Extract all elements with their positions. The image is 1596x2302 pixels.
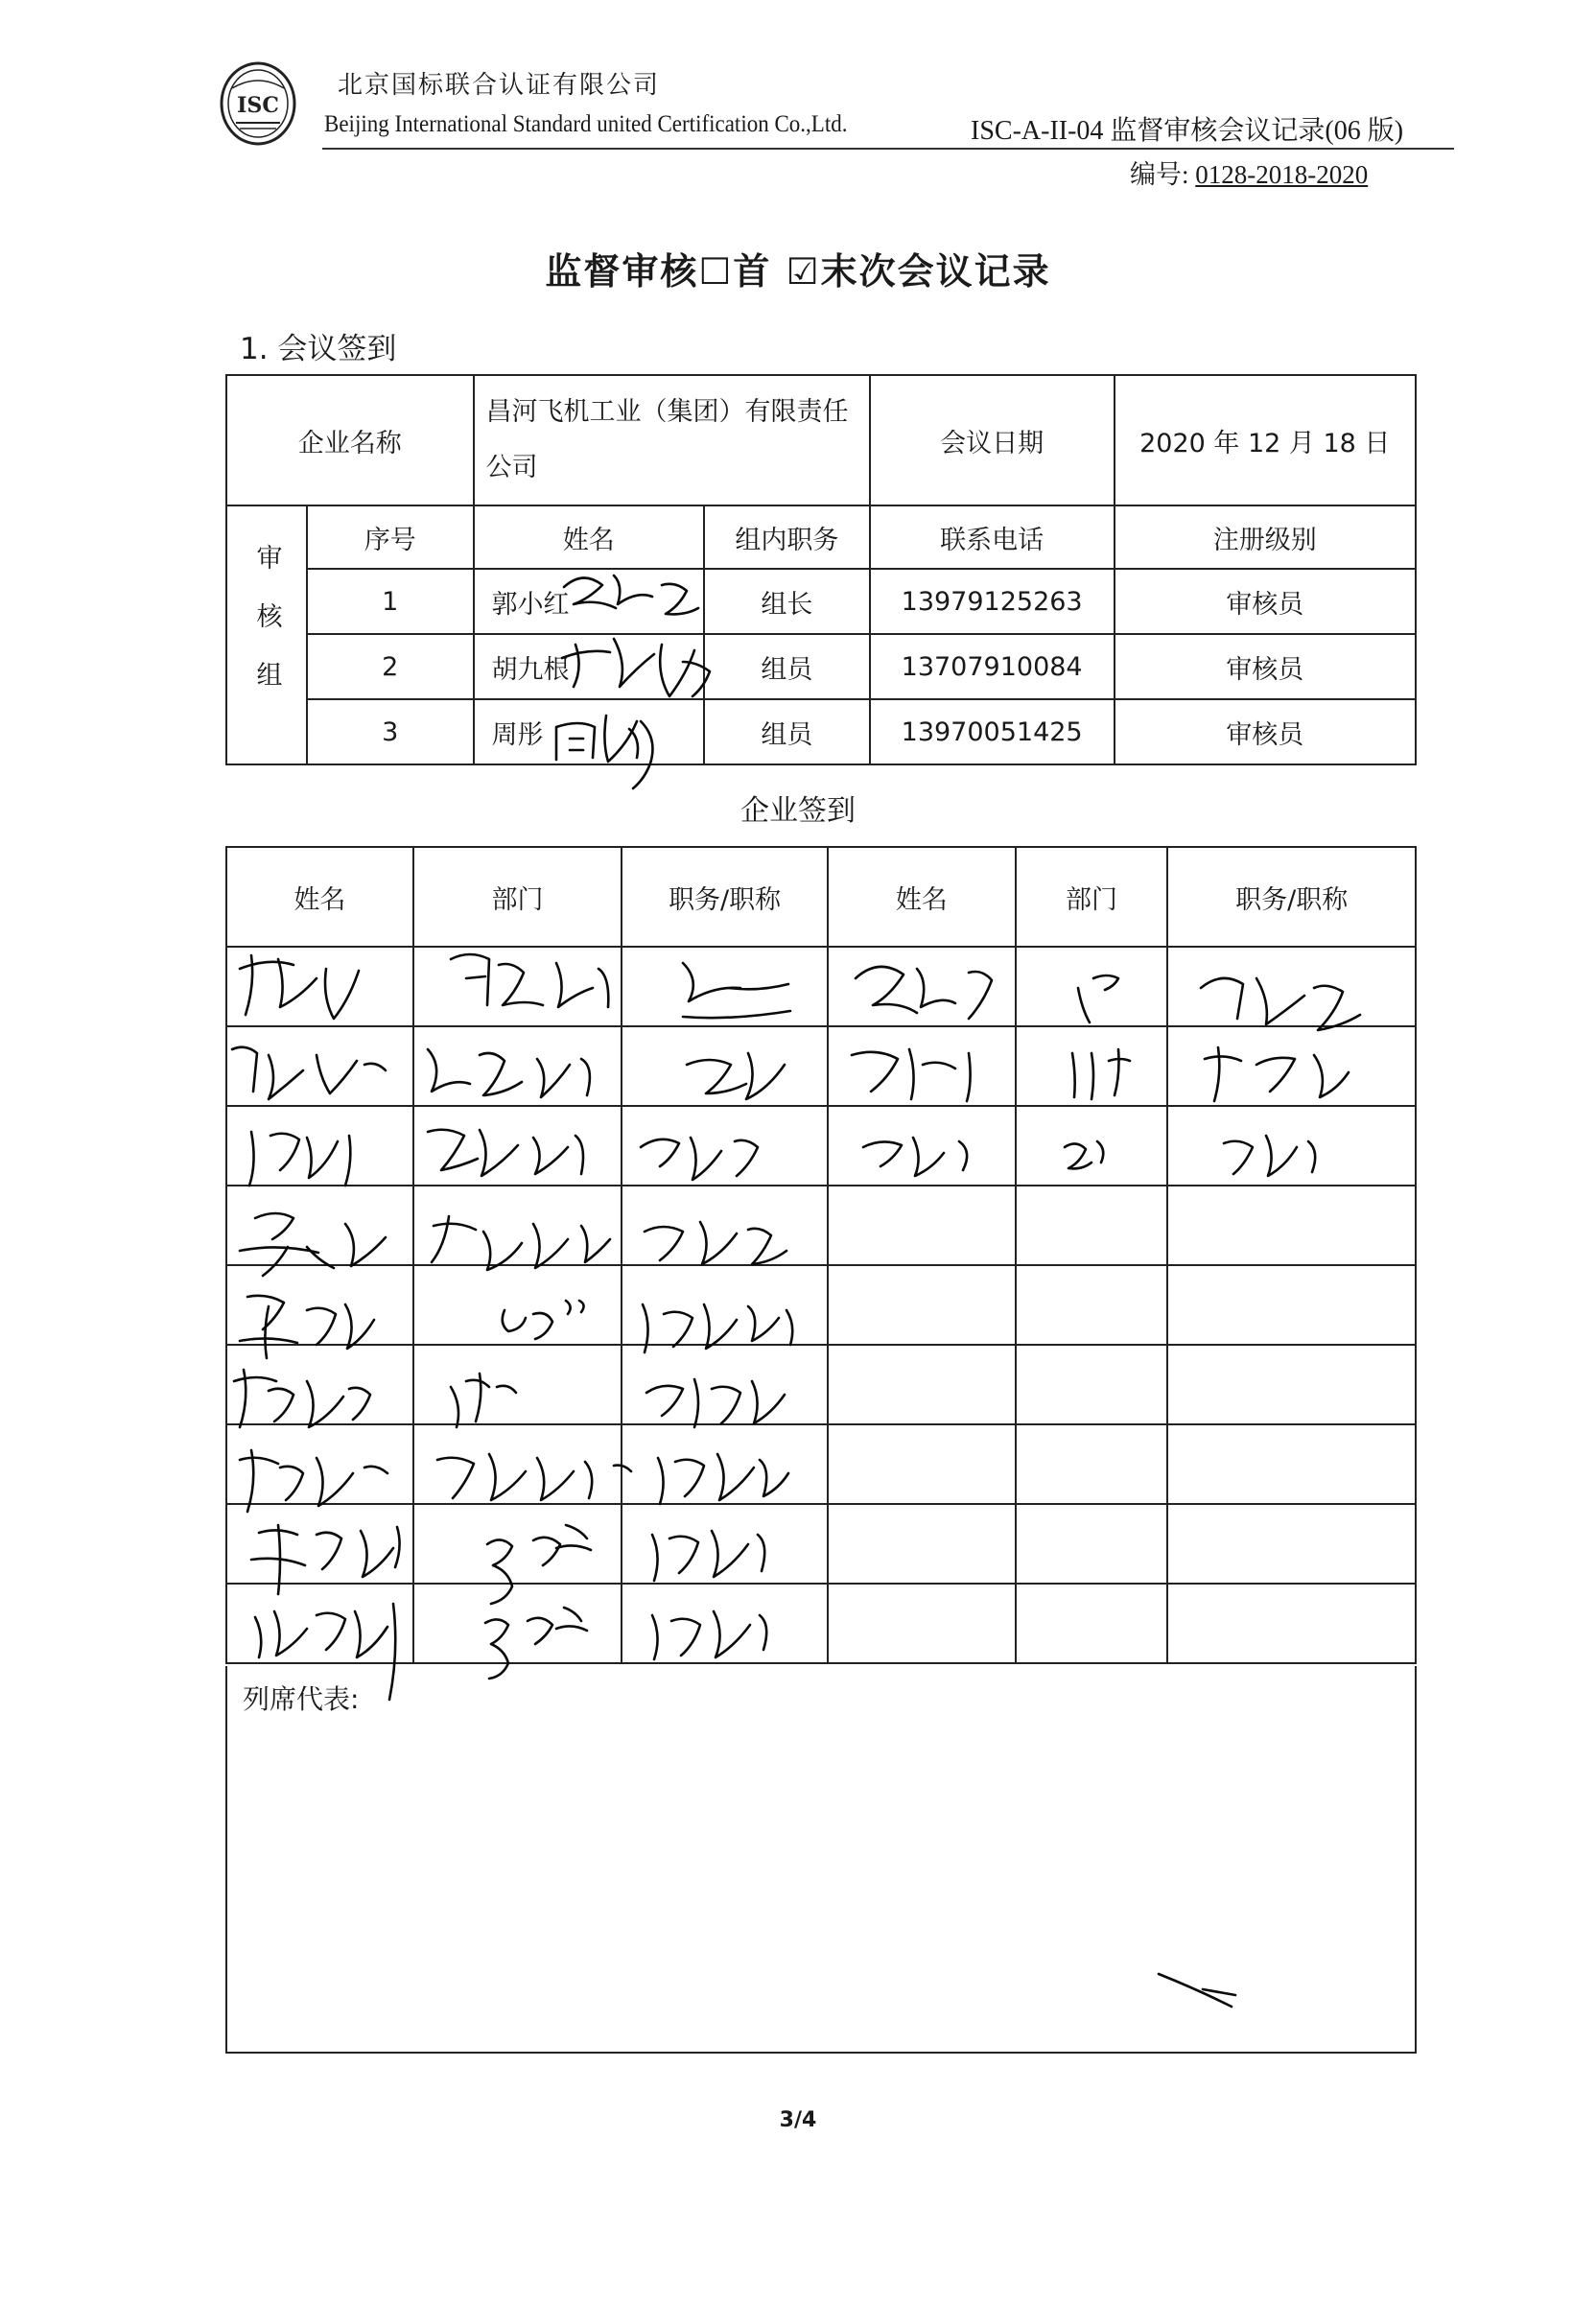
col-header-name: 姓名 — [474, 505, 705, 569]
row-role: 组长 — [704, 569, 870, 634]
section-heading: 1. 会议签到 — [240, 332, 397, 366]
row-level: 审核员 — [1115, 699, 1416, 764]
auditor-signature-3 — [556, 716, 652, 788]
auditor-signature-1 — [564, 576, 698, 614]
signin-header-title: 职务/职称 — [622, 847, 828, 947]
col-header-level: 注册级别 — [1115, 505, 1416, 569]
row-name: 周彤 — [474, 699, 705, 764]
date-label: 会议日期 — [870, 375, 1115, 505]
row-level: 审核员 — [1115, 569, 1416, 634]
auditor-signature-2 — [562, 639, 710, 696]
company-name-en: Beijing International Standard united Certification Co.,Ltd. — [324, 111, 848, 137]
col-header-phone: 联系电话 — [870, 505, 1115, 569]
signin-header-name: 姓名 — [226, 847, 413, 947]
date-value: 2020 年 12 月 18 日 — [1115, 375, 1416, 505]
signin-header-title-2: 职务/职称 — [1167, 847, 1416, 947]
col-header-no: 序号 — [307, 505, 474, 569]
company-name-cn: 北京国标联合认证有限公司 — [338, 71, 661, 100]
audit-group-label: 审核组 — [226, 505, 307, 764]
row-no: 3 — [307, 699, 474, 764]
page-number: 3/4 — [779, 2108, 817, 2132]
attendees-label: 列席代表: — [243, 1683, 360, 1715]
company-value: 昌河飞机工业（集团）有限责任公司 — [474, 375, 870, 505]
company-label: 企业名称 — [226, 375, 474, 505]
stray-pen-mark — [1159, 1974, 1235, 2007]
row-name: 郭小红 — [474, 569, 705, 634]
signin-header-name-2: 姓名 — [828, 847, 1016, 947]
row-phone: 13979125263 — [870, 569, 1115, 634]
signin-handwriting — [232, 954, 1360, 1700]
row-phone: 13707910084 — [870, 634, 1115, 699]
svg-text:ISC: ISC — [237, 93, 279, 118]
row-role: 组员 — [704, 634, 870, 699]
row-level: 审核员 — [1115, 634, 1416, 699]
serial-value: 0128-2018-2020 — [1195, 160, 1369, 189]
company-signin-caption: 企业签到 — [740, 794, 856, 828]
row-no: 1 — [307, 569, 474, 634]
serial-label: 编号: — [1130, 160, 1189, 189]
row-name: 胡九根 — [474, 634, 705, 699]
signin-header-dept: 部门 — [413, 847, 622, 947]
signin-header-dept-2: 部门 — [1016, 847, 1168, 947]
document-id: ISC-A-II-04 监督审核会议记录(06 版) — [971, 116, 1404, 146]
row-role: 组员 — [704, 699, 870, 764]
col-header-role: 组内职务 — [704, 505, 870, 569]
page-title: 监督审核☐首 ☑末次会议记录 — [545, 250, 1051, 293]
row-no: 2 — [307, 634, 474, 699]
row-phone: 13970051425 — [870, 699, 1115, 764]
